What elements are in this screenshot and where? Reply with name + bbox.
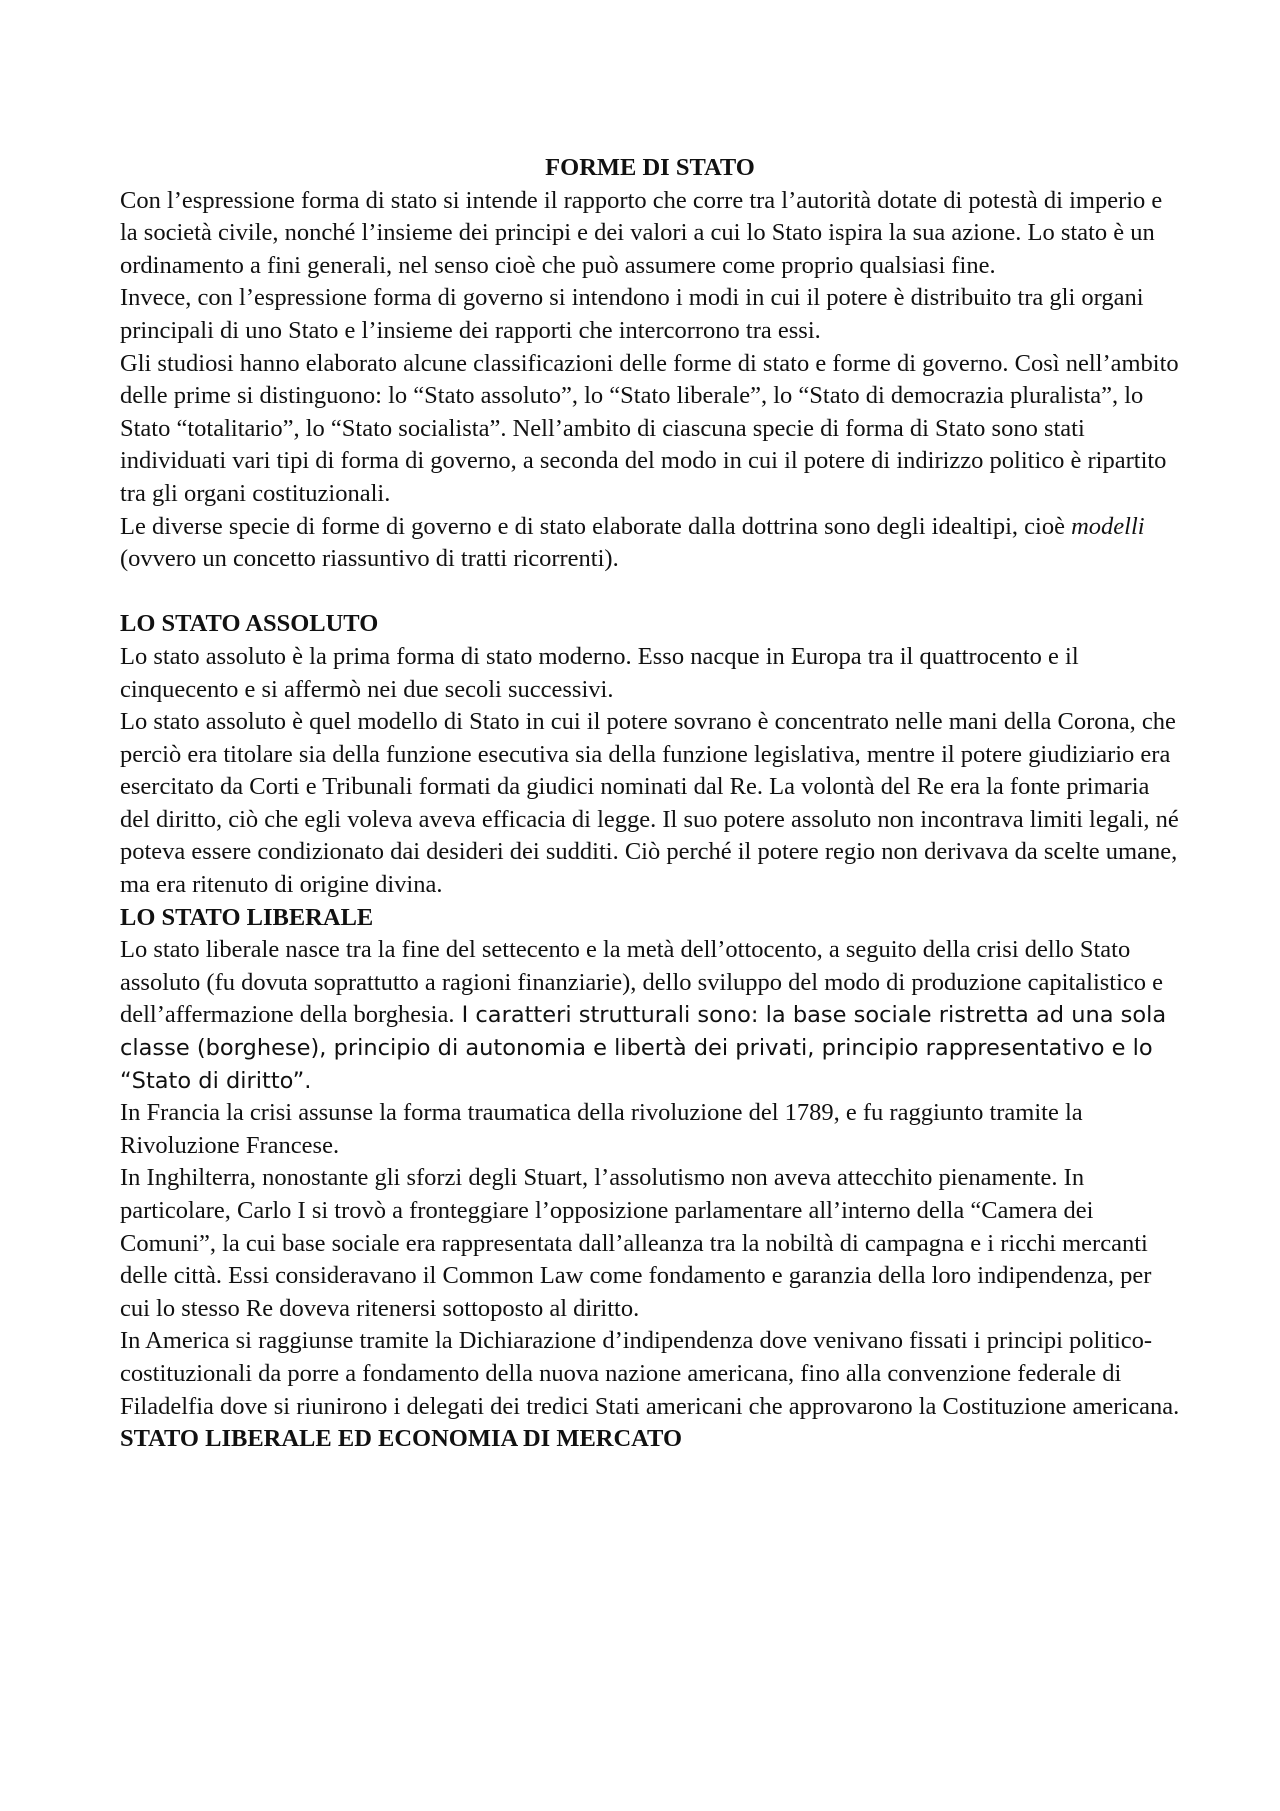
liberale-paragraph-3: In Inghilterra, nonostante gli sforzi degli Stuart, l’assolutismo non aveva attecchito pienamente. In particolare, Carlo I si trovò a fronteggiare l’opposizione parlamentare all’interno della “Camera dei Comuni”, la cui base sociale era rappresentata dall’alleanza tra la nobiltà di campagna e i ricchi mercanti delle città. Essi consideravano il Common Law come fondamento e garanzia della loro indipendenza, per cui lo stesso Re doveva ritenersi sottoposto al diritto.	[120, 1164, 1152, 1322]
heading-stato-liberale: LO STATO LIBERALE	[120, 903, 374, 931]
liberale-paragraph-4: In America si raggiunse tramite la Dichiarazione d’indipendenza dove venivano fissati i principi politico-costituzionali da porre a fondamento della nuova nazione americana, fino alla convenzione federale di Filadelfia dove si riunirono i delegati dei tredici Stati americani che approvarono la Costituzione americana.	[120, 1327, 1180, 1420]
intro-paragraph-3: Gli studiosi hanno elaborato alcune classificazioni delle forme di stato e forme di governo. Così nell’ambito delle prime si distinguono: lo “Stato assoluto”, lo “Stato liberale”, lo “Stato di democrazia pluralista”, lo Stato “totalitario”, lo “Stato socialista”. Nell’ambito di ciascuna specie di forma di Stato sono stati individuati vari tipi di forma di governo, a seconda del modo in cui il potere di indirizzo politico è ripartito tra gli organi costituzionali.	[120, 349, 1179, 507]
intro-paragraph-4	[120, 511, 1180, 576]
intro-paragraph-4-text-a: Le diverse specie di forme di governo e di stato elaborate dalla dottrina sono degli idealtipi, cioè	[120, 512, 1072, 540]
liberale-paragraph-1-serif: Lo stato liberale nasce tra la fine del settecento e la metà dell’ottocento, a seguito della crisi dello Stato assoluto (fu dovuta soprattutto a ragioni finanziarie), dello sviluppo del modo di produzione capitalistico e dell’affermazione della borghesia.	[120, 936, 1164, 1029]
document-page	[120, 152, 1180, 1456]
assoluto-paragraph-2: Lo stato assoluto è quel modello di Stato in cui il potere sovrano è concentrato nelle mani della Corona, che perciò era titolare sia della funzione esecutiva sia della funzione legislativa, mentre il potere giudiziario era esercitato da Corti e Tribunali formati da giudici nominati dal Re. La volontà del Re era la fonte primaria del diritto, ciò che egli voleva aveva efficacia di legge. Il suo potere assoluto non incontrava limiti legali, né poteva essere condizionato dai desideri dei sudditi. Ciò perché il potere regio non derivava da scelte umane, ma era ritenuto di origine divina.	[120, 708, 1179, 899]
liberale-paragraph-2: In Francia la crisi assunse la forma traumatica della rivoluzione del 1789, e fu raggiunto tramite la Rivoluzione Francese.	[120, 1099, 1083, 1159]
intro-paragraph-4-text-b: (ovvero un concetto riassuntivo di tratti ricorrenti).	[120, 545, 619, 573]
heading-stato-assoluto: LO STATO ASSOLUTO	[120, 610, 379, 638]
intro-paragraph-4-italic: modelli	[1071, 512, 1145, 540]
intro-paragraph-2: Invece, con l’espressione forma di governo si intendono i modi in cui il potere è distribuito tra gli organi principali di uno Stato e l’insieme dei rapporti che intercorrono tra essi.	[120, 284, 1144, 344]
assoluto-paragraph-1: Lo stato assoluto è la prima forma di stato moderno. Esso nacque in Europa tra il quattrocento e il cinquecento e si affermò nei due secoli successivi.	[120, 642, 1079, 703]
intro-paragraph-1: Con l’espressione forma di stato si intende il rapporto che corre tra l’autorità dotate di potestà di imperio e la società civile, nonché l’insieme dei principi e dei valori a cui lo Stato ispira la sua azione. Lo stato è un ordinamento a fini generali, nel senso cioè che può assumere come proprio qualsiasi fine.	[120, 186, 1163, 279]
section-spacer	[120, 576, 1180, 609]
liberale-paragraph-1-sans: I caratteri strutturali sono: la base sociale ristretta ad una sola classe (borghese), principio di autonomia e libertà dei privati, principio rappresentativo e lo “Stato di diritto”.	[120, 1002, 1167, 1094]
liberale-paragraph-1	[120, 934, 1180, 1097]
heading-liberale-economia-mercato: STATO LIBERALE ED ECONOMIA DI MERCATO	[120, 1425, 683, 1453]
document-title: FORME DI STATO	[545, 154, 755, 181]
